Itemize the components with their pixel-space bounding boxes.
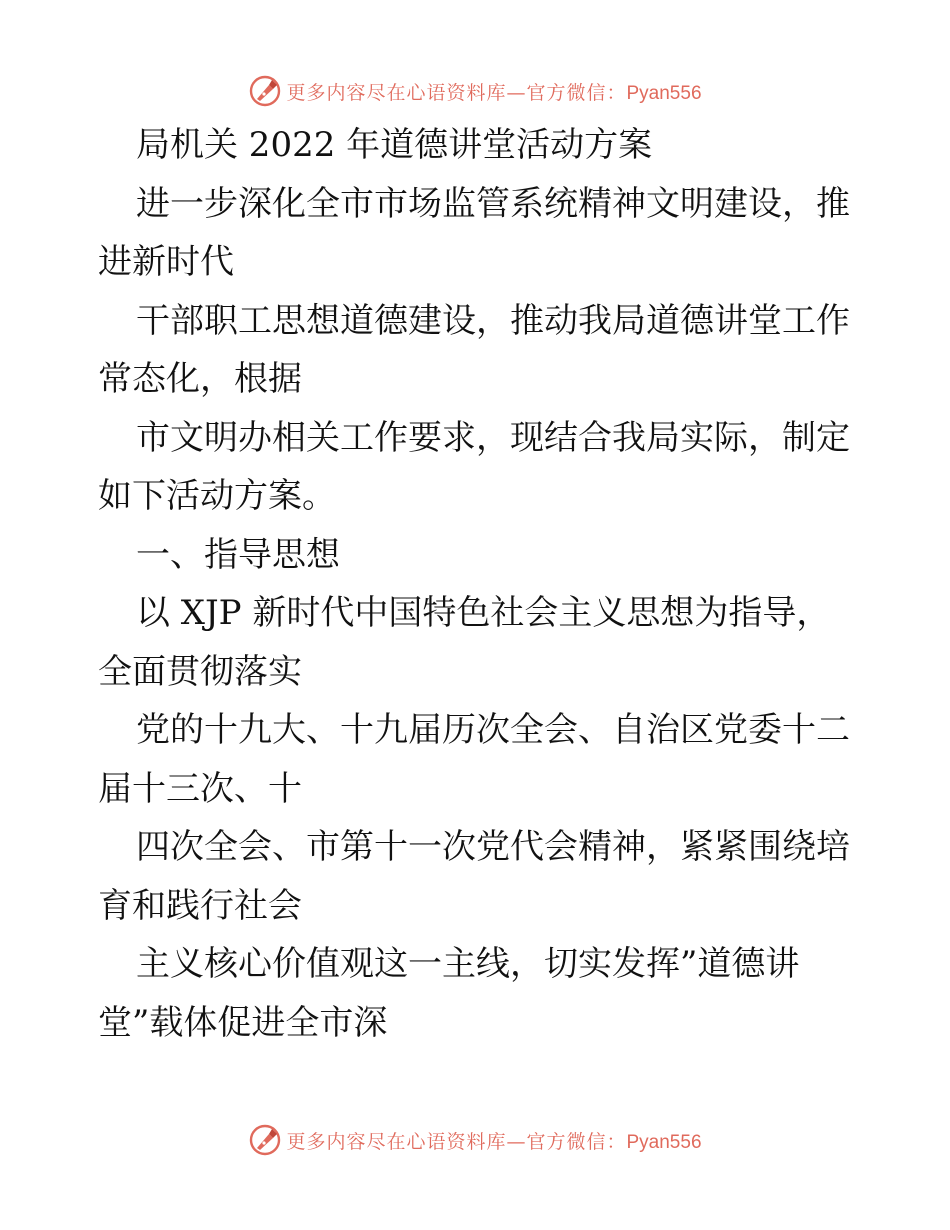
- watermark-wechat-id: Pyan556: [626, 1131, 702, 1153]
- pen-nib-logo-icon: [248, 74, 282, 108]
- document-title: 局机关 2022 年道德讲堂活动方案: [136, 125, 653, 165]
- paragraph-line: 四次全会、市第十一次党代会精神，紧紧围绕培: [136, 827, 850, 867]
- paragraph-line: 干部职工思想道德建设，推动我局道德讲堂工作: [136, 300, 850, 341]
- document-body: [98, 116, 858, 1052]
- paragraph-line: 常态化，根据: [98, 359, 302, 399]
- paragraph-line: 如下活动方案。: [98, 476, 336, 516]
- watermark-wechat-id: Pyan556: [626, 82, 702, 104]
- paragraph-line: 市文明办相关工作要求，现结合我局实际，制定: [136, 417, 850, 458]
- paragraph-line: 育和践行社会: [98, 885, 302, 926]
- watermark-footer: [0, 1120, 950, 1160]
- section-heading: 一、指导思想: [136, 534, 340, 575]
- paragraph-line: 届十三次、十: [98, 768, 302, 809]
- paragraph-line: 党的十九大、十九届历次全会、自治区党委十二: [136, 710, 850, 750]
- paragraph-line: 进一步深化全市市场监管系统精神文明建设，推: [136, 183, 850, 224]
- paragraph-line: 以 XJP 新时代中国特色社会主义思想为指导，: [136, 593, 831, 633]
- watermark-text: 更多内容尽在心语资料库—官方微信：Pyan556: [286, 81, 702, 104]
- watermark-header: [0, 71, 950, 111]
- paragraph-line: 全面贯彻落实: [98, 651, 302, 692]
- watermark-text: 更多内容尽在心语资料库—官方微信：Pyan556: [286, 1130, 702, 1153]
- paragraph-line: 堂”载体促进全市深: [98, 1002, 388, 1043]
- pen-nib-logo-icon: [248, 1123, 282, 1157]
- paragraph-line: 主义核心价值观这一主线，切实发挥”道德讲: [136, 944, 800, 984]
- paragraph-line: 进新时代: [98, 242, 234, 282]
